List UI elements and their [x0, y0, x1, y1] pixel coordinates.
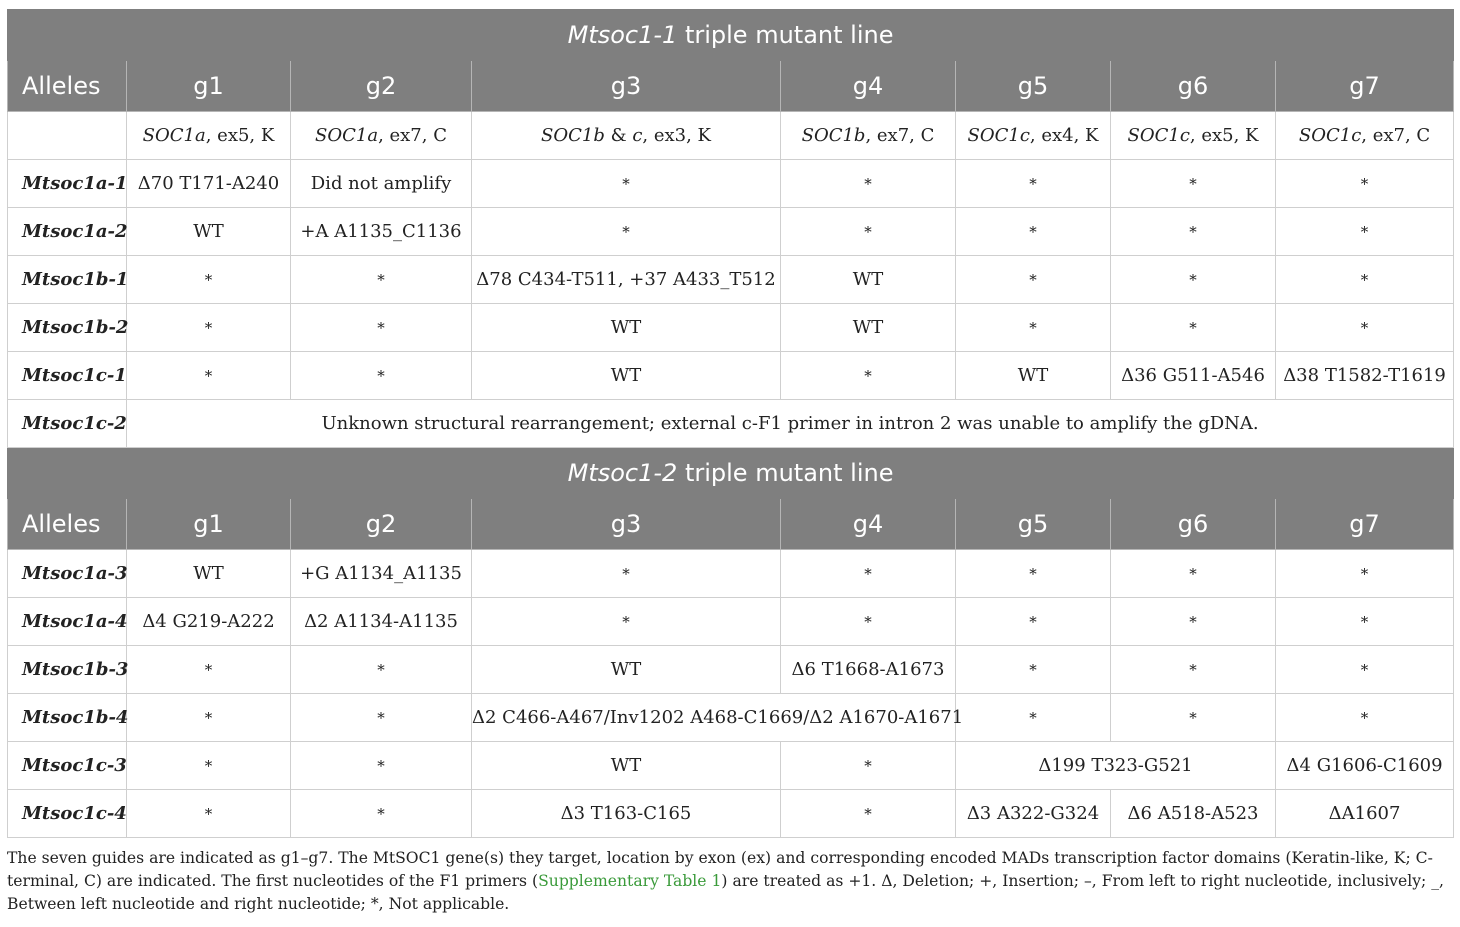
header-g5: g5 [956, 499, 1111, 550]
table-row [8, 208, 1454, 256]
cell-g5: * [956, 160, 1111, 208]
table-row [8, 352, 1454, 400]
cell-g7: * [1276, 694, 1454, 742]
cell-g1: WT [127, 550, 291, 598]
allele-name: Mtsoc1a-2 [8, 208, 127, 256]
cell-g2: * [291, 646, 472, 694]
cell-g2: * [291, 694, 472, 742]
cell-g2: * [291, 256, 472, 304]
target-g1: SOC1a, ex5, K [127, 112, 291, 160]
cell-g6: * [1111, 646, 1276, 694]
cell-g3: WT [472, 742, 781, 790]
cell-g6: * [1111, 598, 1276, 646]
cell-g2: +A A1135_C1136 [291, 208, 472, 256]
cell-g1: * [127, 256, 291, 304]
cell-g4: Δ6 T1668-A1673 [781, 646, 956, 694]
allele-name: Mtsoc1b-3 [8, 646, 127, 694]
table-row [8, 256, 1454, 304]
cell-g4: * [781, 550, 956, 598]
cell-g4: * [781, 352, 956, 400]
cell-g3: WT [472, 352, 781, 400]
table-row [8, 790, 1454, 838]
target-g3: SOC1b & c, ex3, K [472, 112, 781, 160]
cell-g4: * [781, 208, 956, 256]
header-g4: g4 [781, 61, 956, 112]
section-title: Mtsoc1-1 triple mutant line [8, 10, 1454, 61]
header-g3: g3 [472, 61, 781, 112]
cell-g5: WT [956, 352, 1111, 400]
cell-g2: * [291, 304, 472, 352]
allele-name: Mtsoc1b-2 [8, 304, 127, 352]
allele-name: Mtsoc1a-3 [8, 550, 127, 598]
target-g5: SOC1c, ex4, K [956, 112, 1111, 160]
cell-g5-g6: Δ199 T323-G521 [956, 742, 1276, 790]
cell-g1: * [127, 694, 291, 742]
cell-g6: * [1111, 160, 1276, 208]
allele-name: Mtsoc1c-1 [8, 352, 127, 400]
header-g7: g7 [1276, 499, 1454, 550]
cell-g1: * [127, 304, 291, 352]
cell-g3: WT [472, 304, 781, 352]
rearrangement-note: Unknown structural rearrangement; external c-F1 primer in intron 2 was unable to amplify the gDNA. [127, 400, 1454, 448]
section-title-row [8, 10, 1454, 61]
table-footnote: The seven guides are indicated as g1–g7. The MtSOC1 gene(s) they target, location by exon (ex) and corresponding encoded MADs transcription factor domains (Keratin-like, K; C-terminal, C) are indicated. The first nucleotides of the F1 primers (Supplementary Table 1) are treated as +1. Δ, Deletion; +, Insertion; –, From left to right nucleotide, inclusively; _, Between left nucleotide and right nucleotide; *, Not applicable. [7, 849, 1445, 913]
cell-g4: WT [781, 304, 956, 352]
cell-g6: Δ6 A518-A523 [1111, 790, 1276, 838]
header-alleles: Alleles [8, 499, 127, 550]
target-row [8, 112, 1454, 160]
target-empty [8, 112, 127, 160]
cell-g6: * [1111, 550, 1276, 598]
cell-g7: Δ4 G1606-C1609 [1276, 742, 1454, 790]
header-g2: g2 [291, 499, 472, 550]
table-container [7, 9, 1453, 838]
cell-g6: * [1111, 694, 1276, 742]
header-g7: g7 [1276, 61, 1454, 112]
cell-g4: * [781, 742, 956, 790]
cell-g6: * [1111, 304, 1276, 352]
table-row [8, 694, 1454, 742]
cell-g4: * [781, 790, 956, 838]
cell-g7: * [1276, 598, 1454, 646]
header-alleles: Alleles [8, 61, 127, 112]
section-title: Mtsoc1-2 triple mutant line [8, 448, 1454, 499]
cell-g7: * [1276, 646, 1454, 694]
cell-g7: Δ38 T1582-T1619 [1276, 352, 1454, 400]
header-g5: g5 [956, 61, 1111, 112]
table-row [8, 646, 1454, 694]
cell-g1: * [127, 352, 291, 400]
cell-g4: * [781, 598, 956, 646]
target-g4: SOC1b, ex7, C [781, 112, 956, 160]
header-g1: g1 [127, 61, 291, 112]
cell-g5: * [956, 208, 1111, 256]
column-header-row [8, 499, 1454, 550]
target-g7: SOC1c, ex7, C [1276, 112, 1454, 160]
cell-g3: WT [472, 646, 781, 694]
cell-g5: * [956, 598, 1111, 646]
table-row [8, 304, 1454, 352]
target-g2: SOC1a, ex7, C [291, 112, 472, 160]
table-row [8, 400, 1454, 448]
header-g4: g4 [781, 499, 956, 550]
cell-g7: * [1276, 256, 1454, 304]
table-row [8, 742, 1454, 790]
cell-g2: * [291, 790, 472, 838]
cell-g5: * [956, 646, 1111, 694]
allele-name: Mtsoc1b-1 [8, 256, 127, 304]
cell-g4: WT [781, 256, 956, 304]
table-row [8, 598, 1454, 646]
cell-g3-g4: Δ2 C466-A467/Inv1202 A468-C1669/Δ2 A1670-A1671 [472, 694, 956, 742]
header-g6: g6 [1111, 61, 1276, 112]
allele-name: Mtsoc1a-1 [8, 160, 127, 208]
header-g1: g1 [127, 499, 291, 550]
cell-g3: * [472, 160, 781, 208]
cell-g7: * [1276, 304, 1454, 352]
cell-g3: * [472, 598, 781, 646]
cell-g1: * [127, 742, 291, 790]
section-title-row [8, 448, 1454, 499]
cell-g3: * [472, 550, 781, 598]
cell-g7: ΔA1607 [1276, 790, 1454, 838]
cell-g1: WT [127, 208, 291, 256]
cell-g2: Did not amplify [291, 160, 472, 208]
table-row [8, 550, 1454, 598]
allele-name: Mtsoc1a-4 [8, 598, 127, 646]
header-g2: g2 [291, 61, 472, 112]
cell-g7: * [1276, 208, 1454, 256]
cell-g5: * [956, 550, 1111, 598]
cell-g1: * [127, 790, 291, 838]
mutant-allele-table [7, 9, 1454, 838]
cell-g2: * [291, 352, 472, 400]
column-header-row [8, 61, 1454, 112]
cell-g7: * [1276, 160, 1454, 208]
allele-name: Mtsoc1c-2 [8, 400, 127, 448]
cell-g3: * [472, 208, 781, 256]
cell-g2: Δ2 A1134-A1135 [291, 598, 472, 646]
cell-g5: * [956, 304, 1111, 352]
cell-g2: +G A1134_A1135 [291, 550, 472, 598]
cell-g7: * [1276, 550, 1454, 598]
cell-g3: Δ78 C434-T511, +37 A433_T512 [472, 256, 781, 304]
cell-g2: * [291, 742, 472, 790]
cell-g6: * [1111, 208, 1276, 256]
header-g6: g6 [1111, 499, 1276, 550]
cell-g5: * [956, 256, 1111, 304]
target-g6: SOC1c, ex5, K [1111, 112, 1276, 160]
cell-g3: Δ3 T163-C165 [472, 790, 781, 838]
header-g3: g3 [472, 499, 781, 550]
cell-g5: Δ3 A322-G324 [956, 790, 1111, 838]
cell-g1: Δ70 T171-A240 [127, 160, 291, 208]
cell-g6: Δ36 G511-A546 [1111, 352, 1276, 400]
allele-name: Mtsoc1c-4 [8, 790, 127, 838]
allele-name: Mtsoc1b-4 [8, 694, 127, 742]
supplementary-table-link[interactable]: Supplementary Table 1 [538, 872, 722, 890]
cell-g4: * [781, 160, 956, 208]
cell-g1: * [127, 646, 291, 694]
cell-g1: Δ4 G219-A222 [127, 598, 291, 646]
cell-g5: * [956, 694, 1111, 742]
cell-g6: * [1111, 256, 1276, 304]
allele-name: Mtsoc1c-3 [8, 742, 127, 790]
table-row [8, 160, 1454, 208]
